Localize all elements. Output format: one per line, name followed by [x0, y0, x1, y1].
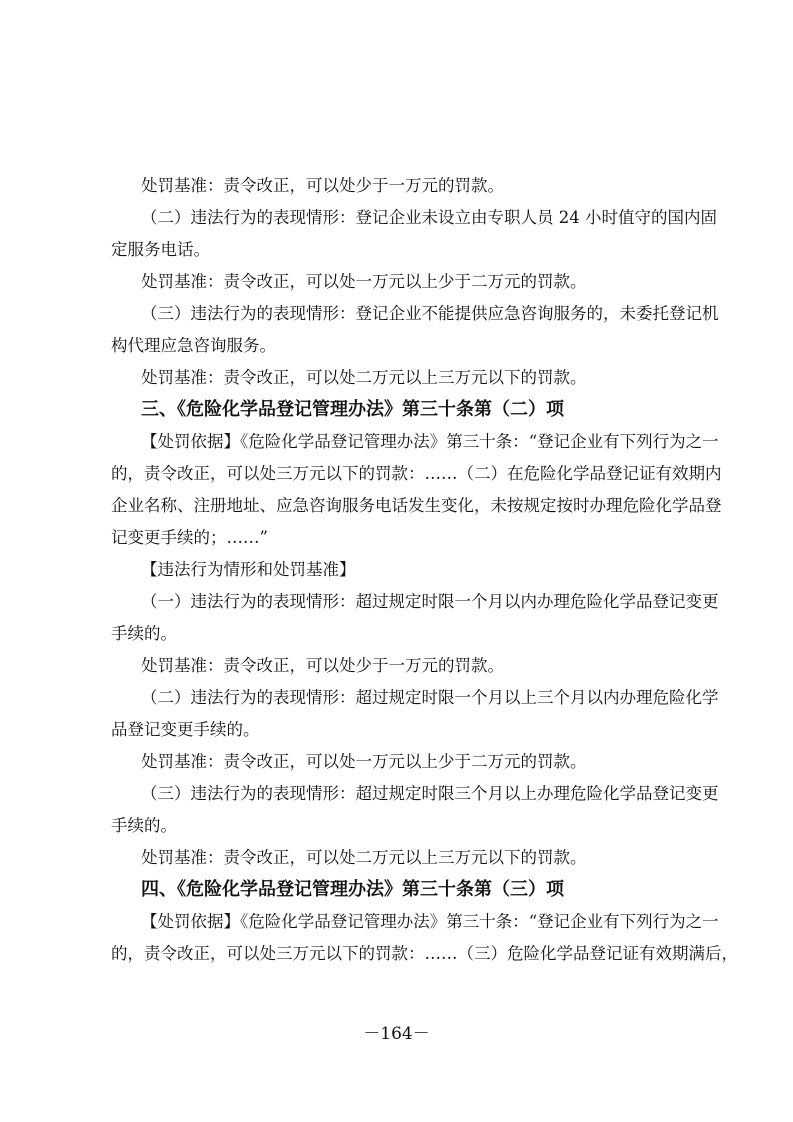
- violation-item-3-cont: 构代理应急咨询服务。: [111, 336, 276, 355]
- violation-item-1-line: （一）违法行为的表现情形：超过规定时限一个月以内办理危险化学品登记变更: [141, 592, 719, 611]
- violation-item-3-line: （三）违法行为的表现情形：登记企业不能提供应急咨询服务的，未委托登记机: [141, 304, 719, 323]
- penalty-basis-cont: 记变更手续的；……”: [111, 528, 268, 547]
- penalty-basis-cont: 的，责令改正，可以处三万元以下的罚款：……（三）危险化学品登记证有效期满后，: [111, 944, 738, 963]
- subheading-violation-standard: 【违法行为情形和处罚基准】: [141, 560, 356, 579]
- penalty-basis-line: 【处罚依据】《危险化学品登记管理办法》第三十条：“登记企业有下列行为之一: [141, 912, 719, 931]
- penalty-standard-line: 处罚基准：责令改正，可以处二万元以上三万元以下的罚款。: [141, 848, 587, 867]
- penalty-standard-line: 处罚基准：责令改正，可以处一万元以上少于二万元的罚款。: [141, 752, 587, 771]
- violation-item-2-cont: 品登记变更手续的。: [111, 720, 260, 739]
- violation-item-2-line: （二）违法行为的表现情形：登记企业未设立由专职人员 24 小时值守的国内固: [141, 208, 717, 227]
- penalty-basis-line: 【处罚依据】《危险化学品登记管理办法》第三十条：“登记企业有下列行为之一: [141, 432, 719, 451]
- page-number: －164－: [363, 1024, 430, 1044]
- violation-item-2-cont: 定服务电话。: [111, 240, 210, 259]
- penalty-standard-line: 处罚基准：责令改正，可以处一万元以上少于二万元的罚款。: [141, 272, 587, 291]
- penalty-standard-line: 处罚基准：责令改正，可以处二万元以上三万元以下的罚款。: [141, 368, 587, 387]
- penalty-basis-cont: 企业名称、注册地址、应急咨询服务电话发生变化，未按规定按时办理危险化学品登: [111, 496, 722, 515]
- violation-item-1-cont: 手续的。: [111, 624, 177, 643]
- section-heading-4: 四、《危险化学品登记管理办法》第三十条第（三）项: [141, 879, 564, 900]
- penalty-basis-cont: 的，责令改正，可以处三万元以下的罚款：……（二）在危险化学品登记证有效期内: [111, 464, 722, 483]
- violation-item-3-line: （三）违法行为的表现情形：超过规定时限三个月以上办理危险化学品登记变更: [141, 784, 719, 803]
- violation-item-2-line: （二）违法行为的表现情形：超过规定时限一个月以上三个月以内办理危险化学: [141, 688, 719, 707]
- violation-item-3-cont: 手续的。: [111, 816, 177, 835]
- penalty-standard-line: 处罚基准：责令改正，可以处少于一万元的罚款。: [141, 656, 504, 675]
- penalty-standard-line: 处罚基准：责令改正，可以处少于一万元的罚款。: [141, 176, 504, 195]
- section-heading-3: 三、《危险化学品登记管理办法》第三十条第（二）项: [141, 399, 564, 420]
